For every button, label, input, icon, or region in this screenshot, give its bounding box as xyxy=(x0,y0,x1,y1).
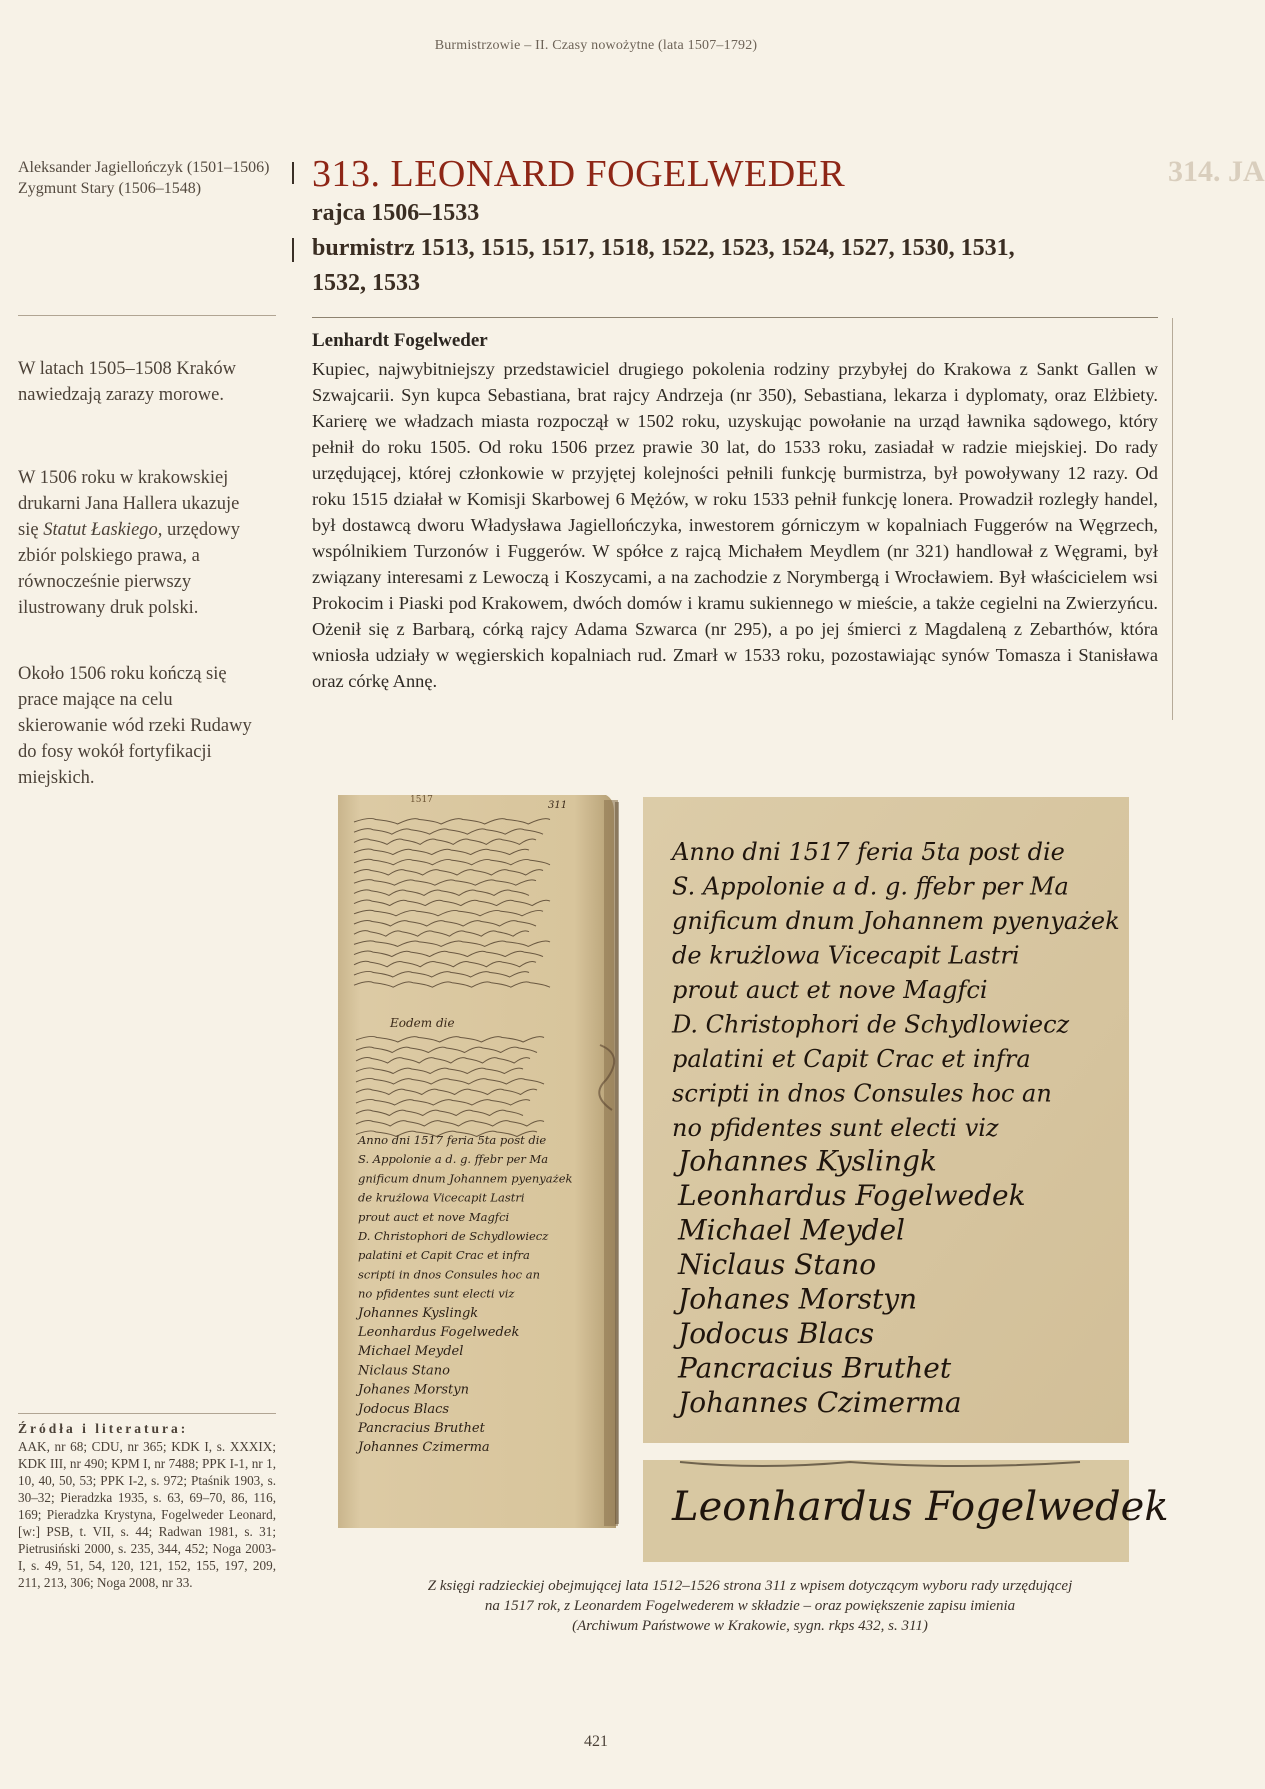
note-italic-title: Statut Łaskiego xyxy=(43,520,158,540)
page-line: D. Christophori de Schydlowiecz xyxy=(358,1229,549,1243)
note-text: , urzędowy zbiór polskiego prawa, a równocześnie pierwszy ilustrowany druk polski. xyxy=(18,520,240,618)
reign-line: Aleksander Jagiellończyk (1501–1506) xyxy=(18,159,270,176)
page-line: Johannes Czimerma xyxy=(358,1440,490,1456)
enlarged-line: Michael Meydel xyxy=(678,1213,905,1247)
caption-line: Z księgi radzieckiej obejmującej lata 1512–1526 strona 311 z wpisem dotyczącym wyboru rady urzędującej xyxy=(427,1578,1073,1594)
caption-line: (Archiwum Państwowe w Krakowie, sygn. rkps 432, s. 311) xyxy=(572,1618,928,1634)
enlarged-line: Johannes Czimerma xyxy=(678,1386,962,1419)
svg-text:Eodem die: Eodem die xyxy=(390,1016,455,1030)
page-line: prout auct et nove Magfci xyxy=(358,1209,510,1224)
enlarged-line: Johannes Kyslingk xyxy=(678,1144,937,1178)
page-line: scripti in dnos Consules hoc an xyxy=(358,1267,540,1282)
page-line: Niclaus Stano xyxy=(358,1363,450,1379)
enlarged-line: D. Christophori de Schydlowiecz xyxy=(672,1010,1070,1039)
enlarged-line: prout auct et nove Magfci xyxy=(672,976,988,1004)
enlarged-line: palatini et Capit Crac et infra xyxy=(672,1045,1031,1073)
name-detail-enlargement xyxy=(643,1460,1169,1562)
page-line: Leonhardus Fogelwedek xyxy=(358,1325,520,1340)
page-line: Jodocus Blacs xyxy=(358,1401,450,1417)
page-line: Anno dni 1517 feria 5ta post die xyxy=(358,1133,547,1147)
sidebar-note-plague: W latach 1505–1508 Kraków nawiedzają zarazy morowe. xyxy=(18,359,237,405)
entry-title: 313. LEONARD FOGELWEDER xyxy=(312,153,846,195)
entry-role-mayor: burmistrz 1513, 1515, 1517, 1518, 1522, 1523, 1524, 1527, 1530, 1531, xyxy=(312,235,1015,261)
enlarged-line: S. Appolonie a d. g. ffebr per Ma xyxy=(672,872,1069,901)
manuscript-enlargement xyxy=(643,797,1129,1443)
enlarged-line: scripti in dnos Consules hoc an xyxy=(672,1079,1052,1108)
entry-role-mayor-cont: 1532, 1533 xyxy=(312,270,420,296)
name-detail-text: Leonhardus Fogelwedek xyxy=(672,1484,1169,1530)
page-line: no pfidentes sunt electi viz xyxy=(358,1286,515,1301)
page-line: Michael Meydel xyxy=(358,1344,464,1360)
sources-text: AAK, nr 68; CDU, nr 365; KDK I, s. XXXIX; KDK III, nr 490; KPM I, nr 7488; PPK I-1, nr 1, 10, 40, 50, 53; PPK I-2, s. 972; Ptaśnik 1903, s. 30–32; Pieradzka 1935, s. 63, 69–70, 86, 116, 169; Pieradzka Krystyna, Fogelweder Leonard, [w:] PSB, t. VII, s. 44; Radwan 1981, s. 31; Pietrusiński 2000, s. 235, 344, 452; Noga 2003-I, s. 49, 51, 54, 120, 121, 152, 155, 197, 209, 211, 213, 306; Noga 2008, nr 33. xyxy=(18,1439,276,1590)
figure-caption xyxy=(340,1576,1160,1636)
enlarged-line: Jodocus Blacs xyxy=(678,1317,875,1350)
page-line: Johanes Morstyn xyxy=(358,1382,469,1398)
sidebar-note-rudawa: Około 1506 roku kończą się prace mające na celu skierowanie wód rzeki Rudawy do fosy wokół fortyfikacji miejskich. xyxy=(18,664,252,788)
note-text: W 1506 roku w krakowskiej drukarni Jana Hallera ukazuje się xyxy=(18,468,240,540)
sources-label: Źródła i literatura: xyxy=(18,1421,189,1436)
sources-divider xyxy=(18,1413,276,1414)
enlarged-line: gnificum dnum Johannem pyenyażek xyxy=(672,907,1120,935)
sources-block xyxy=(18,1413,276,1591)
next-page-bleed: 314. JA xyxy=(1168,155,1265,188)
page-line: S. Appolonie a d. g. ffebr per Ma xyxy=(358,1152,549,1167)
reign-line: Zygmunt Stary (1506–1548) xyxy=(18,180,202,197)
enlarged-line: Anno dni 1517 feria 5ta post die xyxy=(672,838,1065,866)
page-number-mark: 311 xyxy=(548,800,568,811)
biography-text: Kupiec, najwybitniejszy przedstawiciel drugiego pokolenia rodziny przybyłej do Krakowa z Sankt Gallen w Szwajcarii. Syn kupca Sebastiana, brat rajcy Andrzeja (nr 350), Sebastiana, lekarza i dyplomaty, oraz Elżbiety. Karierę we władzach miasta rozpoczął w 1502 roku, uzyskując powołanie na urząd ławnika sądowego, który pełnił do roku 1505. Od roku 1506 przez prawie 30 lat, do 1533 roku, zasiadał w radzie miejskiej. Do rady urzędującej, której członkowie w przyjętej kolejności pełnili funkcję burmistrza, był powoływany 12 razy. Od roku 1515 działał w Komisji Skarbowej 6 Mężów, w roku 1533 pełnił funkcję lonera. Prowadził rozległy handel, był dostawcą dworu Władysława Jagiellończyka, inwestorem górniczym w kopalniach Fuggerów na Węgrzech, wspólnikiem Turzonów i Fuggerów. W spółce z rajcą Michałem Meydlem (nr 321) handlował z Węgrami, był związany interesami z Lewoczą i Koszycami, a na zachodzie z Norymbergą i Wrocławiem. Był właścicielem wsi Prokocim i Piaski pod Krakowem, dwóch domów i kramu sukiennego w mieście, a także cegielni na Zwierzyńcu. Ożenił się z Barbarą, córką rajcy Adama Szwarca (nr 295), a po jej śmierci z Magdaleną z Zebarthów, która wniosła udziały w węgierskich kopalniach rud. Zmarł w 1533 roku, pozostawiając synów Tomasza i Stanisława oraz córkę Annę. xyxy=(312,359,1158,691)
entry-role-councillor: rajca 1506–1533 xyxy=(312,200,480,226)
page-line: Johannes Kyslingk xyxy=(358,1305,479,1321)
name-variant: Lenhardt Fogelweder xyxy=(312,330,488,351)
page-line: Pancracius Bruthet xyxy=(358,1421,485,1436)
caption-line: na 1517 rok, z Leonardem Fogelwederem w składzie – oraz powiększenie zapisu imienia xyxy=(484,1598,1016,1614)
enlarged-line: Leonhardus Fogelwedek xyxy=(678,1179,1026,1212)
page-line: gnificum dnum Johannem pyenyażek xyxy=(358,1171,573,1186)
page-line: palatini et Capit Crac et infra xyxy=(358,1248,530,1263)
enlarged-line: Johanes Morstyn xyxy=(678,1282,918,1316)
enlarged-line: Niclaus Stano xyxy=(678,1248,877,1281)
enlarged-line: de krużlowa Vicecapit Lastri xyxy=(672,941,1020,970)
page-number: 421 xyxy=(584,1733,608,1750)
running-head: Burmistrzowie – II. Czasy nowożytne (lata 1507–1792) xyxy=(434,38,758,53)
enlarged-line: Pancracius Bruthet xyxy=(678,1351,952,1385)
manuscript-page-photo xyxy=(338,795,619,1528)
page-line: de krużlowa Vicecapit Lastri xyxy=(358,1190,525,1205)
enlarged-line: no pfidentes sunt electi viz xyxy=(672,1114,999,1142)
svg-text:1517: 1517 xyxy=(410,795,433,805)
